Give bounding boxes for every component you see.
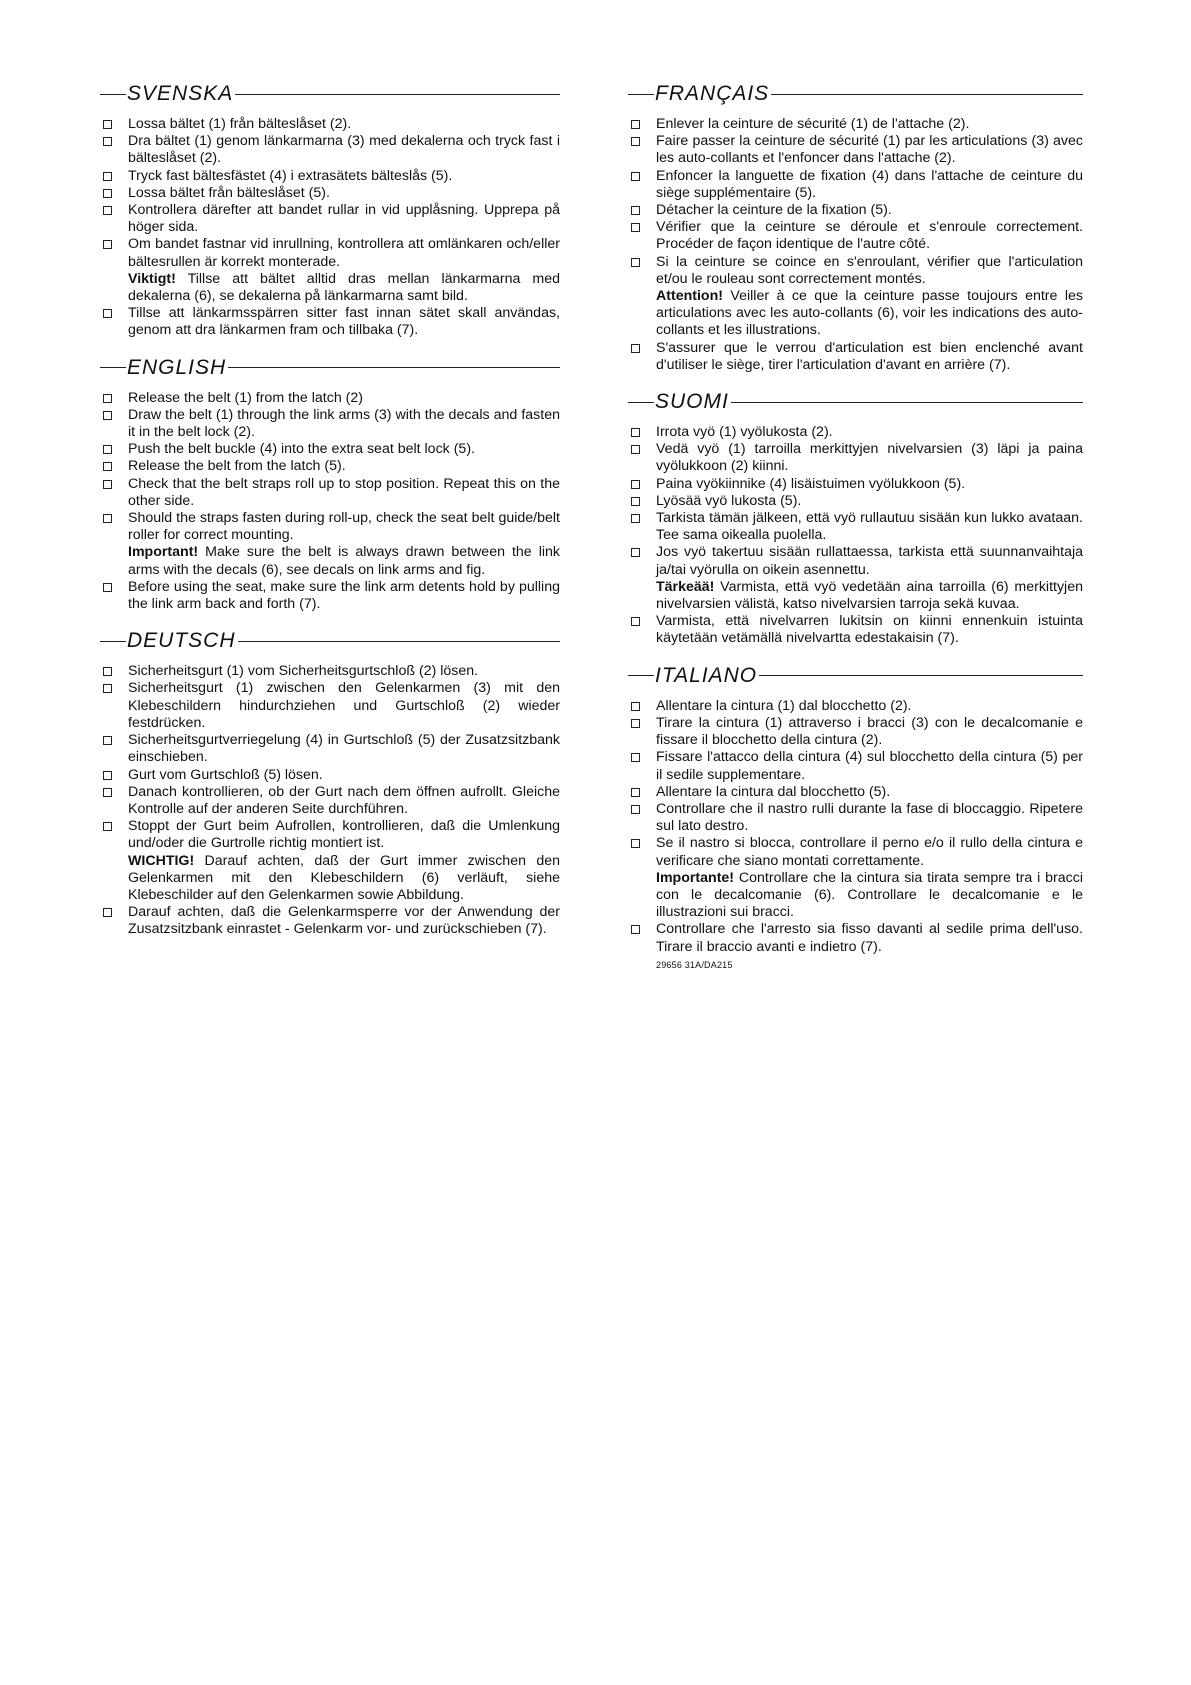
checkbox-icon	[103, 908, 112, 917]
note-text: Veiller à ce que la ceinture passe toujours entre les articulations avec les auto-collants (6), voir les indications des auto-collants et les illustrations.	[656, 288, 1083, 339]
list-item	[628, 424, 1083, 441]
list-item	[628, 835, 1083, 921]
checkbox-icon	[631, 172, 640, 181]
list-item	[628, 715, 1083, 749]
checkbox-icon	[631, 839, 640, 848]
item-text: Irrota vyö (1) vyölukosta (2).	[656, 424, 833, 441]
section-title: FRANÇAIS	[655, 82, 770, 105]
checkbox-icon	[631, 702, 640, 711]
list-item	[628, 544, 1083, 613]
heading-rule	[628, 402, 654, 403]
warning-note	[128, 271, 560, 305]
list-item	[628, 510, 1083, 544]
note-label: Importante!	[656, 869, 735, 886]
checkbox-icon	[103, 771, 112, 780]
section-heading	[100, 627, 560, 655]
section-suomi	[628, 388, 1083, 648]
item-text: Lossa bältet från bälteslåset (5).	[128, 184, 330, 201]
heading-rule	[100, 641, 126, 642]
section-title: SUOMI	[655, 390, 729, 414]
checkbox-icon	[631, 344, 640, 353]
checkbox-icon	[103, 822, 112, 831]
note-text: Controllare che la cintura sia tirata sempre tra i bracci con le decalcomanie (6). Controllare le decalcomanie e le illustrazioni sui bracci.	[656, 869, 1083, 921]
item-text: Vedä vyö (1) tarroilla merkittyjen nivelvarsien (3) läpi ja paina vyölukkoon (2) kiinni.	[656, 441, 1083, 475]
list-item	[100, 458, 560, 475]
item-text: Se il nastro si blocca, controllare il perno e/o il rullo della cintura e verificare che siano montati correttamente.	[656, 835, 1083, 869]
list-item	[628, 441, 1083, 475]
checkbox-icon	[631, 428, 640, 437]
section-svenska	[100, 80, 560, 340]
item-text: Controllare che l'arresto sia fisso davanti al sedile prima dell'uso. Tirare il braccio avanti e indietro (7).	[656, 921, 1083, 955]
warning-note	[656, 870, 1083, 922]
checkbox-icon	[103, 462, 112, 471]
section-francais	[628, 80, 1083, 374]
section-deutsch	[100, 627, 560, 938]
checkbox-icon	[631, 120, 640, 129]
list-item	[100, 732, 560, 766]
checkbox-icon	[103, 189, 112, 198]
checkbox-icon	[103, 172, 112, 181]
list-item	[628, 801, 1083, 835]
section-title: DEUTSCH	[127, 629, 236, 653]
checkbox-icon	[631, 805, 640, 814]
list-item	[628, 168, 1083, 202]
list-item	[628, 219, 1083, 253]
item-text: Lossa bältet (1) från bälteslåset (2).	[128, 116, 352, 132]
list-item	[628, 116, 1083, 133]
item-text: Si la ceinture se coince en s'enroulant, vérifier que l'articulation et/ou le rouleau sont correctement montés.	[656, 253, 1083, 287]
list-item	[100, 390, 560, 407]
list-item	[628, 749, 1083, 783]
heading-rule	[731, 402, 1083, 403]
checkbox-icon	[631, 206, 640, 215]
list-item	[100, 133, 560, 167]
checkbox-icon	[103, 736, 112, 745]
item-text: Tillse att länkarmsspärren sitter fast innan sätet skall användas, genom att dra länkarmen fram och tillbaka (7).	[128, 305, 560, 339]
list-item	[628, 921, 1083, 955]
item-text: Kontrollera därefter att bandet rullar in vid upplåsning. Upprepa på höger sida.	[128, 202, 560, 236]
item-text: Enlever la ceinture de sécurité (1) de l'attache (2).	[656, 116, 970, 132]
checkbox-icon	[103, 240, 112, 249]
list-item	[100, 510, 560, 579]
checkbox-icon	[631, 445, 640, 454]
list-item	[100, 579, 560, 613]
list-item	[628, 133, 1083, 167]
section-italiano	[628, 662, 1083, 970]
item-text: Darauf achten, daß die Gelenkarmsperre vor der Anwendung der Zusatzsitzbank einrastet - Gelenkarm vor- und zurückschieben (7).	[128, 904, 560, 938]
item-text: Lyösää vyö lukosta (5).	[656, 492, 802, 509]
list-item	[100, 767, 560, 784]
list-item	[100, 305, 560, 339]
section-english	[100, 354, 560, 614]
instruction-list	[628, 424, 1083, 648]
warning-note	[128, 544, 560, 578]
section-heading	[628, 388, 1083, 416]
checkbox-icon	[103, 514, 112, 523]
item-text: Danach kontrollieren, ob der Gurt nach dem öffnen aufrollt. Gleiche Kontrolle auf der anderen Seite durchführen.	[128, 783, 560, 817]
item-text: Controllare che il nastro rulli durante la fase di bloccaggio. Ripetere sul lato destro.	[656, 800, 1083, 835]
item-text: Check that the belt straps roll up to stop position. Repeat this on the other side.	[128, 475, 560, 509]
checkbox-icon	[103, 583, 112, 592]
heading-rule	[228, 367, 560, 368]
instruction-list	[100, 116, 560, 340]
item-text: Release the belt (1) from the latch (2)	[128, 389, 363, 406]
item-text: Vérifier que la ceinture se déroule et s'enroule correctement. Procéder de façon identique de l'autre côté.	[656, 219, 1083, 253]
left-column	[100, 80, 560, 953]
item-text: Push the belt buckle (4) into the extra seat belt lock (5).	[128, 441, 475, 458]
item-text: Fissare l'attacco della cintura (4) sul blocchetto della cintura (5) per il sedile supplementare.	[656, 749, 1083, 783]
section-title: ENGLISH	[127, 355, 227, 379]
list-item	[100, 904, 560, 938]
item-text: Sicherheitsgurt (1) vom Sicherheitsgurtschloß (2) lösen.	[128, 663, 479, 680]
list-item	[100, 818, 560, 904]
item-text: Allentare la cintura dal blocchetto (5).	[656, 783, 891, 800]
item-text: Paina vyökiinnike (4) lisäistuimen vyölukkoon (5).	[656, 475, 966, 492]
list-item	[100, 185, 560, 202]
list-item	[628, 476, 1083, 493]
section-heading	[100, 80, 560, 108]
heading-rule	[238, 641, 560, 642]
instruction-list	[628, 698, 1083, 956]
checkbox-icon	[631, 788, 640, 797]
note-text: Make sure the belt is always drawn between the link arms with the decals (6), see decals on link arms and fig.	[128, 544, 560, 578]
document-code: 29656 31A/DA215	[656, 959, 733, 970]
item-text: Release the belt from the latch (5).	[128, 458, 346, 475]
note-text: Tillse att bältet alltid dras mellan länkarmarna med dekalerna (6), se dekalerna på länkarmarna samt bild.	[128, 270, 560, 305]
right-column	[628, 80, 1083, 984]
checkbox-icon	[103, 480, 112, 489]
section-title: ITALIANO	[655, 663, 758, 687]
note-label: WICHTIG!	[128, 852, 195, 869]
checkbox-icon	[103, 667, 112, 676]
note-label: Attention!	[656, 288, 723, 305]
list-item	[628, 254, 1083, 340]
list-item	[628, 698, 1083, 715]
checkbox-icon	[103, 206, 112, 215]
heading-rule	[771, 94, 1083, 95]
heading-rule	[100, 367, 126, 368]
instruction-list	[628, 116, 1083, 374]
list-item	[100, 663, 560, 680]
list-item	[628, 493, 1083, 510]
heading-rule	[100, 94, 126, 95]
item-text: Jos vyö takertuu sisään rullattaessa, tarkista että suunnanvaihtaja ja/tai vyörulla on oikein asennettu.	[656, 544, 1083, 578]
instruction-list	[100, 390, 560, 614]
instruction-list	[100, 663, 560, 938]
item-text: Before using the seat, make sure the link arm detents hold by pulling the link arm back and forth (7).	[128, 578, 560, 613]
heading-rule	[235, 94, 560, 95]
list-item	[100, 407, 560, 441]
item-text: Enfoncer la languette de fixation (4) dans l'attache de ceinture du siège supplémentaire (5).	[656, 167, 1083, 201]
section-heading	[628, 80, 1083, 108]
checkbox-icon	[631, 753, 640, 762]
checkbox-icon	[631, 514, 640, 523]
list-item	[100, 168, 560, 185]
item-text: Dra bältet (1) genom länkarmarna (3) med dekalerna och tryck fast i bälteslåset (2).	[128, 133, 560, 167]
item-text: Gurt vom Gurtschloß (5) lösen.	[128, 766, 323, 783]
list-item	[100, 476, 560, 510]
checkbox-icon	[631, 137, 640, 146]
item-text: Draw the belt (1) through the link arms (3) with the decals and fasten it in the belt lock (2).	[128, 406, 560, 441]
section-heading	[100, 354, 560, 382]
checkbox-icon	[631, 548, 640, 557]
warning-note	[656, 288, 1083, 340]
checkbox-icon	[103, 137, 112, 146]
item-text: Tirare la cintura (1) attraverso i bracci (3) con le decalcomanie e fissare il blocchetto della cintura (2).	[656, 714, 1083, 749]
list-item	[628, 613, 1083, 647]
checkbox-icon	[631, 719, 640, 728]
note-label: Tärkeää!	[656, 578, 715, 595]
list-item	[100, 441, 560, 458]
heading-rule	[628, 675, 654, 676]
item-text: Om bandet fastnar vid inrullning, kontrollera att omlänkaren och/eller bältesrullen är korrekt monterade.	[128, 236, 560, 270]
list-item	[100, 116, 560, 133]
checkbox-icon	[631, 480, 640, 489]
section-heading	[628, 662, 1083, 690]
note-label: Important!	[128, 544, 199, 561]
item-text: Allentare la cintura (1) dal blocchetto (2).	[656, 697, 912, 714]
heading-rule	[628, 94, 654, 95]
checkbox-icon	[103, 120, 112, 129]
section-title: SVENSKA	[127, 82, 234, 105]
checkbox-icon	[103, 684, 112, 693]
item-text: Tryck fast bältesfästet (4) i extrasätets bälteslås (5).	[128, 167, 453, 184]
warning-note	[656, 579, 1083, 613]
list-item	[100, 236, 560, 305]
list-item	[100, 784, 560, 818]
checkbox-icon	[631, 925, 640, 934]
warning-note	[128, 853, 560, 905]
item-text: Sicherheitsgurt (1) zwischen den Gelenkarmen (3) mit den Klebeschildern hindurchziehen und Gurtschloß (2) wieder festdrücken.	[128, 680, 560, 731]
checkbox-icon	[631, 497, 640, 506]
heading-rule	[759, 675, 1083, 676]
list-item	[628, 340, 1083, 374]
list-item	[628, 784, 1083, 801]
checkbox-icon	[103, 411, 112, 420]
item-text: Tarkista tämän jälkeen, että vyö rullautuu sisään kun lukko avataan. Tee sama oikealla puolella.	[656, 510, 1083, 544]
checkbox-icon	[631, 223, 640, 232]
checkbox-icon	[103, 788, 112, 797]
item-text: Stoppt der Gurt beim Aufrollen, kontrollieren, daß die Umlenkung und/oder die Gurtrolle richtig montiert ist.	[128, 818, 560, 852]
item-text: S'assurer que le verrou d'articulation est bien enclenché avant d'utiliser le siège, tirer l'articulation d'avant en arrière (7).	[656, 339, 1083, 373]
item-text: Faire passer la ceinture de sécurité (1) par les articulations (3) avec les auto-collants et l'enfoncer dans l'attache (2).	[656, 133, 1083, 167]
list-item	[628, 202, 1083, 219]
note-text: Darauf achten, daß der Gurt immer zwischen den Gelenkarmen mit den Klebeschildern (6) verläuft, siehe Klebeschilder auf den Gelenkarmen sowie Abbildung.	[128, 852, 560, 903]
list-item	[100, 202, 560, 236]
checkbox-icon	[631, 617, 640, 626]
item-text: Varmista, että nivelvarren lukitsin on kiinni ennenkuin istuinta käytetään vetämällä nivelvartta edestakaisin (7).	[656, 613, 1083, 647]
item-text: Détacher la ceinture de la fixation (5).	[656, 202, 892, 219]
item-text: Should the straps fasten during roll-up, check the seat belt guide/belt roller for correct mounting.	[128, 510, 560, 544]
note-text: Varmista, että vyö vedetään aina tarroilla (6) merkittyjen nivelvarsien välistä, katso nivelvarsien tarroja sekä kuvaa.	[656, 578, 1083, 613]
checkbox-icon	[103, 445, 112, 454]
checkbox-icon	[631, 258, 640, 267]
item-text: Sicherheitsgurtverriegelung (4) in Gurtschloß (5) der Zusatzsitzbank einschieben.	[128, 732, 560, 766]
list-item	[100, 680, 560, 732]
checkbox-icon	[103, 309, 112, 318]
note-label: Viktigt!	[128, 270, 176, 287]
checkbox-icon	[103, 394, 112, 403]
